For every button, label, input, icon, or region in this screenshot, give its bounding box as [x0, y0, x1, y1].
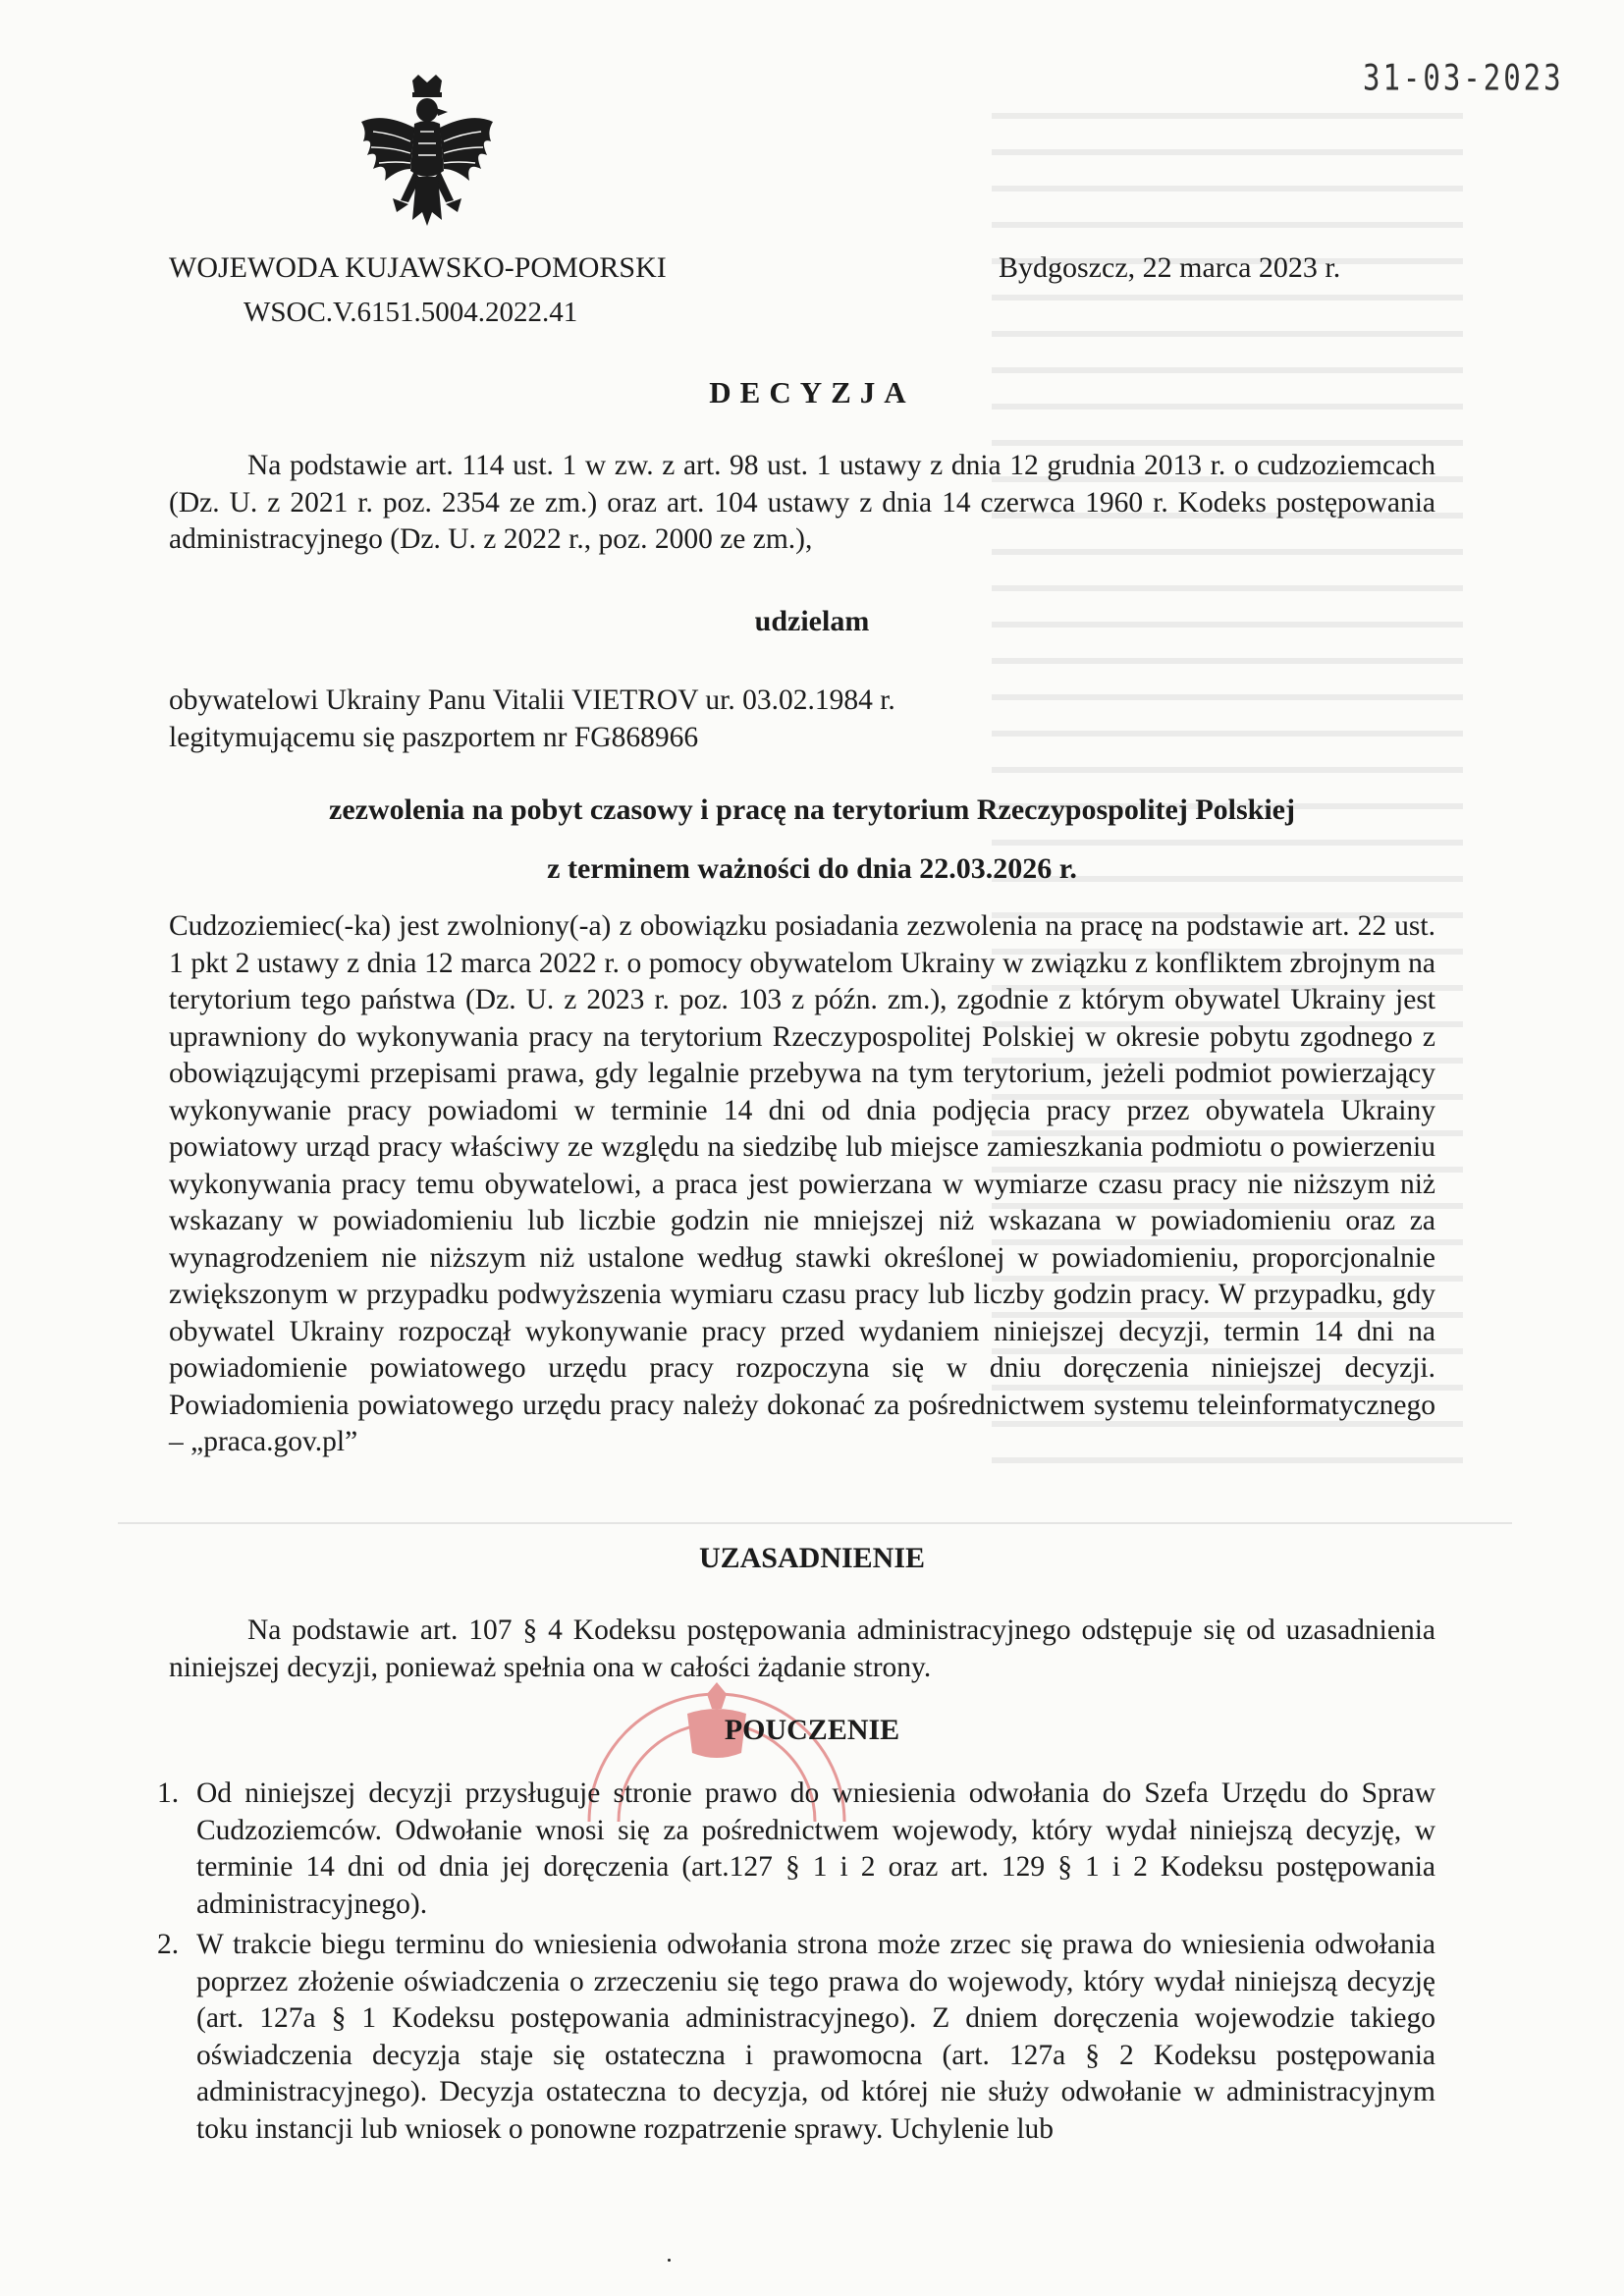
case-number: WSOC.V.6151.5004.2022.41	[244, 297, 578, 328]
work-exemption-text: Cudzoziemiec(-ka) jest zwolniony(-a) z obowiązku posiadania zezwolenia na pracę na podstawie art. 22 ust. 1 pkt 2 ustawy z dnia 12 marca 2022 r. o pomocy obywatelom Ukrainy w związku z konfliktem zbrojnym na terytorium tego państwa (Dz. U. z 2023 r. poz. 103 z późn. zm.), zgodnie z którym obywatel Ukrainy jest uprawniony do wykonywania pracy na terytorium Rzeczypospolitej Polskiej w okresie pobytu zgodnego z obowiązującymi przepisami prawa, gdy legalnie przebywa na tym terytorium, jeżeli podmiot powierzający wykonywanie pracy powiadomi w terminie 14 dni od dnia podjęcia pracy przez obywatela Ukrainy powiatowy urząd pracy właściwy ze względu na siedzibę lub miejsce zamieszkania podmiotu o powierzeniu wykonywania pracy temu obywatelowi, a praca jest powierzana w wymiarze czasu pracy nie niższym niż wskazany w powiadomieniu lub liczbie godzin nie mniejszej niż wskazana w powiadomieniu oraz za wynagrodzeniem nie niższym niż ustalone według stawki określonej w powiadomieniu, proporcjonalnie zwiększonym w przypadku podwyższenia wymiaru czasu pracy lub liczby godzin pracy. W przypadku, gdy obywatel Ukrainy rozpoczął wykonywanie pracy przed wydaniem niniejszej decyzji, termin 14 dni na powiadomienie powiatowego urzędu pracy rozpoczyna się w dniu doręczenia niniejszej decyzji. Powiadomienia powiatowego urzędu pracy należy dokonać za pośrednictwem systemu teleinformatycznego – „praca.gov.pl”	[169, 910, 1435, 1457]
permit-validity: z terminem ważności do dnia 22.03.2026 r.	[547, 852, 1077, 885]
grant-word: udzielam	[754, 605, 870, 637]
list-item-text: Od niniejszej decyzji przysługuje stronie prawo do wniesienia odwołania do Szefa Urzędu do Spraw Cudzoziemców. Odwołanie wnosi się za pośrednictwem wojewody, który wydał niniejszą decyzję, w terminie 14 dni od dnia jej doręczenia (art.127 § 1 i 2 oraz art. 129 § 1 i 2 Kodeksu postępowania administracyjnego).	[196, 1777, 1435, 1920]
list-item-text: W trakcie biegu terminu do wniesienia odwołania strona może zrzec się prawa do wniesienia odwołania poprzez złożenie oświadczenia o zrzeczeniu się tego prawa do wojewody, który wydał niniejszą decyzję (art. 127a § 1 Kodeksu postępowania administracyjnego). Z dniem doręczenia wojewodzie takiego oświadczenia decyzja staje się ostateczna i prawomocna (art. 127a § 2 Kodeksu postępowania administracyjnego). Decyzja ostateczna to decyzja, od której nie służy odwołanie w administracyjnym toku instancji lub wniosek o ponowne rozpatrzenie sprawy. Uchylenie lub	[196, 1929, 1435, 2145]
permit-title: zezwolenia na pobyt czasowy i pracę na terytorium Rzeczypospolitej Polskiej	[329, 793, 1295, 826]
justification-text: Na podstawie art. 107 § 4 Kodeksu postępowania administracyjnego odstępuje się od uzasadnienia niniejszej decyzji, ponieważ spełnia ona w całości żądanie strony.	[169, 1614, 1435, 1683]
received-date-stamp: 31-03-2023	[1363, 56, 1564, 99]
work-exemption-section	[169, 908, 1435, 1461]
recipient-section	[169, 683, 1435, 756]
list-item-number: 1.	[157, 1777, 180, 1809]
issuing-authority: WOJEWODA KUJAWSKO-POMORSKI	[169, 251, 667, 284]
list-item	[157, 1927, 1435, 2148]
list-item	[157, 1776, 1435, 1923]
legal-basis-section	[169, 448, 1435, 559]
list-item-number: 2.	[157, 1929, 180, 1960]
instruction-list	[157, 1776, 1435, 2152]
place-and-date: Bydgoszcz, 22 marca 2023 r.	[999, 251, 1341, 284]
justification-heading: UZASADNIENIE	[698, 1542, 926, 1574]
scan-fold-line	[118, 1522, 1512, 1524]
document-title: DECYZJA	[709, 375, 915, 410]
recipient-passport-line: legitymującemu się paszportem nr FG868966	[169, 721, 699, 753]
scan-speck	[668, 2259, 671, 2262]
polish-eagle-emblem-icon	[353, 73, 501, 249]
legal-basis-text: Na podstawie art. 114 ust. 1 w zw. z art. 98 ust. 1 ustawy z dnia 12 grudnia 2013 r. o cudzoziemcach (Dz. U. z 2021 r. poz. 2354 ze zm.) oraz art. 104 ustawy z dnia 14 czerwca 1960 r. Kodeks postępowania administracyjnego (Dz. U. z 2022 r., poz. 2000 ze zm.),	[169, 450, 1435, 555]
instruction-heading: POUCZENIE	[724, 1714, 900, 1746]
recipient-name-line: obywatelowi Ukrainy Panu Vitalii VIETROV ur. 03.02.1984 r.	[169, 684, 895, 716]
